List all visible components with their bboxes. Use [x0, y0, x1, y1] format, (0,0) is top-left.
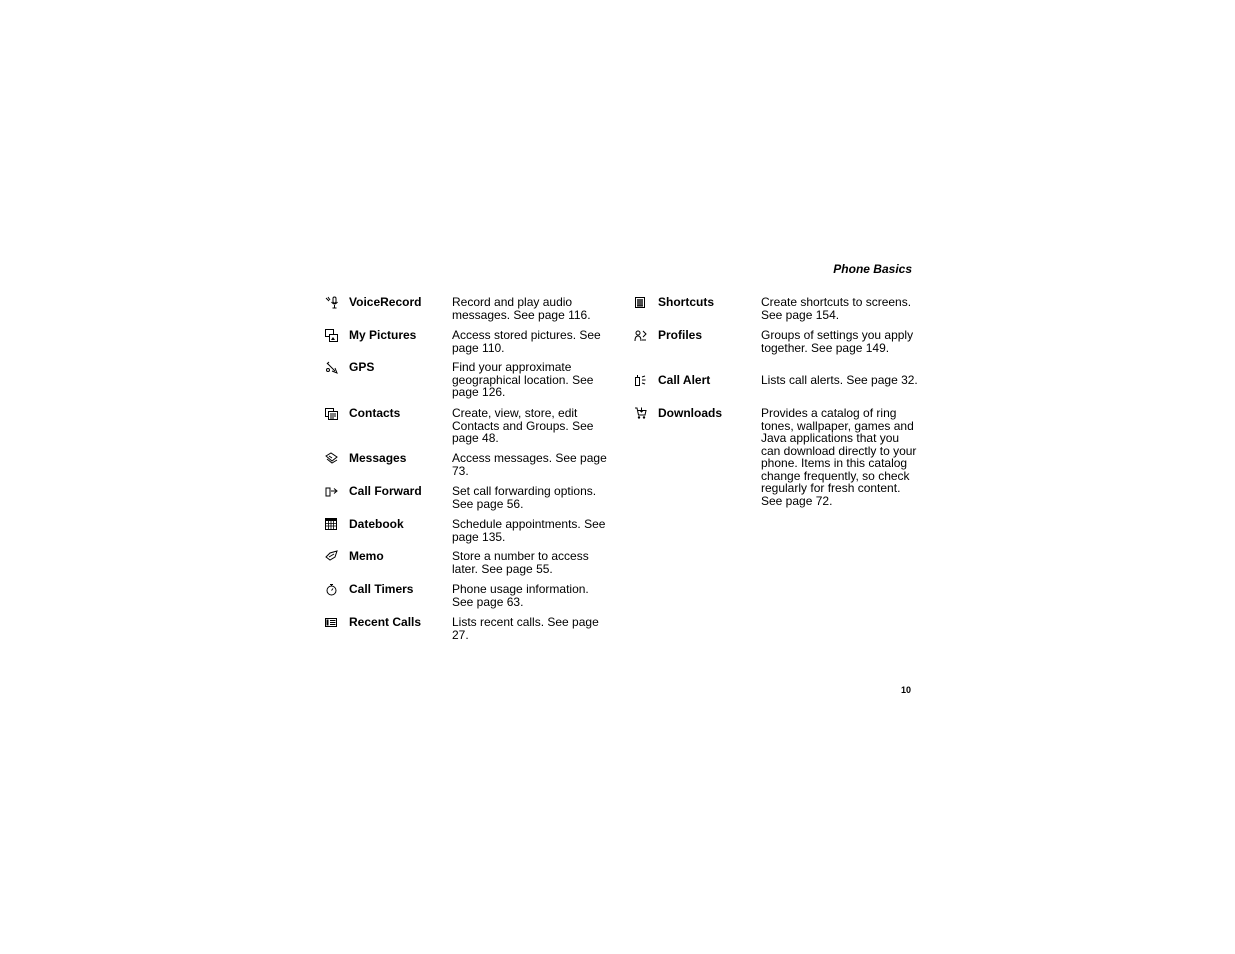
menu-item-description: Schedule appointments. See page 135. [452, 517, 606, 544]
menu-row-gps [325, 361, 615, 407]
menu-item-description: Store a number to access later. See page 55. [452, 549, 589, 576]
menu-row-call-timers [325, 583, 615, 616]
menu-item-name: Messages [349, 451, 407, 465]
menu-row-recent-calls [325, 616, 615, 649]
menu-row-memo [325, 550, 615, 583]
profiles-icon [634, 329, 648, 342]
menu-row-datebook [325, 518, 615, 550]
messages-icon [325, 452, 339, 465]
menu-table-right [634, 296, 919, 507]
menu-item-name: My Pictures [349, 328, 417, 342]
menu-item-description: Record and play audio messages. See page 116. [452, 295, 591, 322]
menu-item-description: Access stored pictures. See page 110. [452, 328, 601, 355]
menu-item-name: Call Alert [658, 373, 711, 387]
menu-item-name: Profiles [658, 328, 703, 342]
menu-item-name: Call Forward [349, 484, 422, 498]
menu-item-name: Datebook [349, 517, 404, 531]
menu-item-description: Phone usage information. See page 63. [452, 582, 589, 609]
menu-item-description: Create, view, store, edit Contacts and Groups. See page 48. [452, 406, 594, 445]
menu-row-call-alert [634, 374, 919, 407]
menu-table-left [325, 296, 615, 649]
menu-item-description: Access messages. See page 73. [452, 451, 607, 478]
menu-item-name: Memo [349, 549, 384, 563]
menu-item-description: Create shortcuts to screens. See page 154. [761, 295, 912, 322]
menu-item-name: VoiceRecord [349, 295, 422, 309]
menu-row-messages [325, 452, 615, 485]
menu-row-shortcuts [634, 296, 919, 329]
recent-calls-icon [325, 616, 339, 629]
call-forward-icon [325, 485, 339, 498]
menu-item-description: Lists recent calls. See page 27. [452, 615, 599, 642]
call-timers-icon [325, 583, 339, 596]
menu-item-name: Contacts [349, 406, 401, 420]
menu-item-name: Shortcuts [658, 295, 715, 309]
menu-row-call-forward [325, 485, 615, 518]
menu-item-name: Downloads [658, 406, 723, 420]
menu-item-description: Groups of settings you apply together. See page 149. [761, 328, 914, 355]
menu-item-name: GPS [349, 360, 375, 374]
call-alert-icon [634, 374, 648, 387]
menu-row-my-pictures [325, 329, 615, 361]
menu-item-name: Recent Calls [349, 615, 422, 629]
menu-row-profiles [634, 329, 919, 374]
menu-row-voicerecord [325, 296, 615, 329]
menu-item-description: Provides a catalog of ring tones, wallpaper, games and Java applications that you can download directly to your phone. Items in this catalog change frequently, so check regularly for fresh content. See page 72. [761, 406, 917, 508]
datebook-icon [325, 518, 339, 531]
gps-icon [325, 361, 339, 374]
menu-row-downloads [634, 407, 919, 507]
memo-icon [325, 550, 339, 563]
voice-record-icon [325, 296, 339, 309]
shortcuts-icon [634, 296, 648, 309]
section-title: Phone Basics [833, 262, 912, 276]
menu-row-contacts [325, 407, 615, 452]
menu-item-name: Call Timers [349, 582, 414, 596]
menu-item-description: Find your approximate geographical location. See page 126. [452, 360, 594, 399]
menu-item-description: Lists call alerts. See page 32. [761, 373, 918, 387]
menu-item-description: Set call forwarding options. See page 56. [452, 484, 597, 511]
my-pictures-icon [325, 329, 339, 342]
page-number: 10 [900, 685, 911, 695]
downloads-icon [634, 407, 648, 420]
contacts-icon [325, 407, 339, 420]
